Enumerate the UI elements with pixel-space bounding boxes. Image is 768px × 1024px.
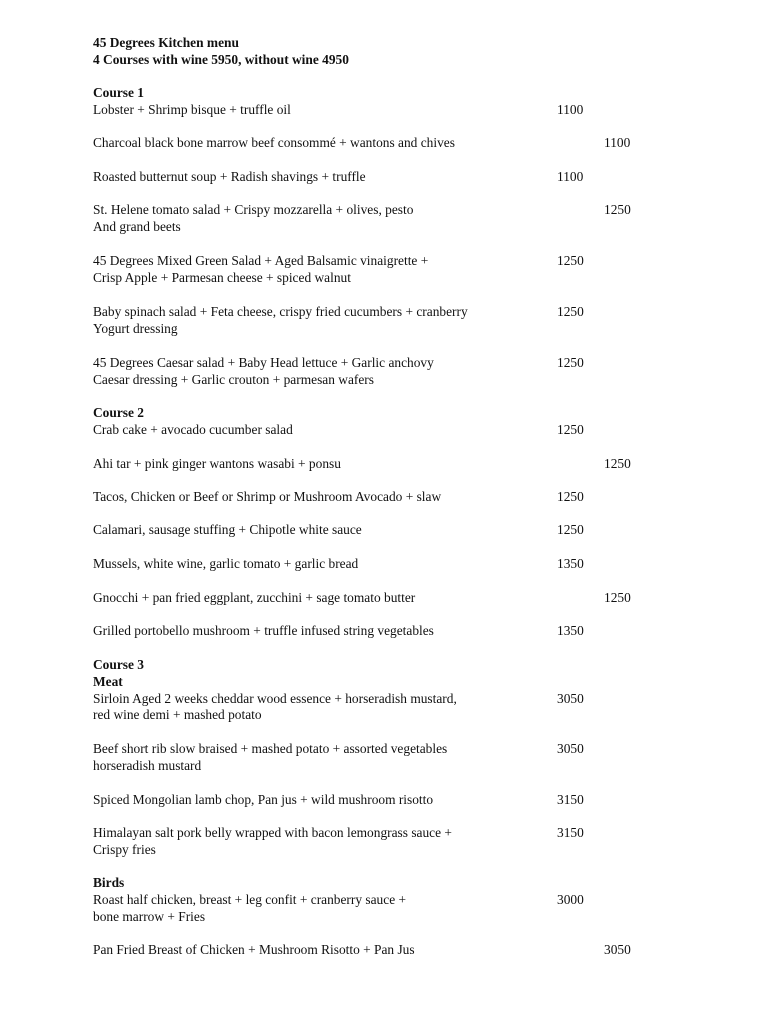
course-2-heading: Course 2 (93, 405, 144, 420)
menu-item-name: Beef short rib slow braised + mashed potato + assorted vegetables (93, 741, 448, 756)
menu-item-price: 3150 (557, 792, 584, 807)
menu-item-name-continued: Crisp Apple + Parmesan cheese + spiced walnut (93, 270, 351, 285)
menu-item-price: 1250 (557, 253, 584, 268)
menu-item-price: 3050 (557, 691, 584, 706)
menu-item-price: 1100 (604, 135, 631, 150)
meat-heading: Meat (93, 674, 123, 689)
menu-item-name: 45 Degrees Caesar salad + Baby Head lettuce + Garlic anchovy (93, 355, 434, 370)
menu-item-name: Pan Fried Breast of Chicken + Mushroom Risotto + Pan Jus (93, 942, 415, 957)
menu-item-name: Tacos, Chicken or Beef or Shrimp or Mushroom Avocado + slaw (93, 489, 442, 504)
menu-item-name-continued: bone marrow + Fries (93, 909, 206, 924)
menu-item-price: 1250 (604, 456, 631, 471)
menu-item-name: Baby spinach salad + Feta cheese, crispy fried cucumbers + cranberry (93, 304, 468, 319)
course-1-heading: Course 1 (93, 85, 144, 100)
menu-item-name: Roast half chicken, breast + leg confit + cranberry sauce + (93, 892, 407, 907)
menu-item-price: 1250 (604, 202, 631, 217)
menu-item-name: Mussels, white wine, garlic tomato + garlic bread (93, 556, 359, 571)
menu-item-price: 1350 (557, 623, 584, 638)
menu-item-price: 1250 (604, 590, 631, 605)
menu-item-name: 45 Degrees Mixed Green Salad + Aged Balsamic vinaigrette + (93, 253, 429, 268)
menu-item-price: 3050 (557, 741, 584, 756)
menu-item-name-continued: Caesar dressing + Garlic crouton + parmesan wafers (93, 372, 374, 387)
menu-item-price: 1250 (557, 422, 584, 437)
menu-item-price: 1100 (557, 169, 584, 184)
menu-item-price: 3150 (557, 825, 584, 840)
menu-title: 45 Degrees Kitchen menu (93, 35, 239, 50)
menu-item-price: 1250 (557, 355, 584, 370)
menu-item-name: Grilled portobello mushroom + truffle infused string vegetables (93, 623, 434, 638)
birds-heading: Birds (93, 875, 125, 890)
menu-item-price: 1350 (557, 556, 584, 571)
menu-item-name: Sirloin Aged 2 weeks cheddar wood essence + horseradish mustard, (93, 691, 457, 706)
menu-item-price: 3000 (557, 892, 584, 907)
menu-subtitle: 4 Courses with wine 5950, without wine 4950 (93, 52, 349, 67)
course-3-heading: Course 3 (93, 657, 144, 672)
menu-item-name: Spiced Mongolian lamb chop, Pan jus + wild mushroom risotto (93, 792, 434, 807)
menu-item-name: Roasted butternut soup + Radish shavings + truffle (93, 169, 366, 184)
menu-item-name-continued: Crispy fries (93, 842, 156, 857)
menu-item-price: 1100 (557, 102, 584, 117)
menu-item-name-continued: Yogurt dressing (93, 321, 178, 336)
menu-item-price: 1250 (557, 304, 584, 319)
menu-item-name: Lobster + Shrimp bisque + truffle oil (93, 102, 291, 117)
menu-item-price: 1250 (557, 489, 584, 504)
menu-item-name: Gnocchi + pan fried eggplant, zucchini + sage tomato butter (93, 590, 416, 605)
menu-item-name: Himalayan salt pork belly wrapped with bacon lemongrass sauce + (93, 825, 452, 840)
menu-item-name-continued: And grand beets (93, 219, 181, 234)
menu-item-name-continued: red wine demi + mashed potato (93, 707, 262, 722)
menu-item-name: Charcoal black bone marrow beef consommé + wantons and chives (93, 135, 455, 150)
menu-item-price: 1250 (557, 522, 584, 537)
menu-item-name-continued: horseradish mustard (93, 758, 202, 773)
menu-item-name: Calamari, sausage stuffing + Chipotle white sauce (93, 522, 362, 537)
menu-item-price: 3050 (604, 942, 631, 957)
menu-item-name: St. Helene tomato salad + Crispy mozzarella + olives, pesto (93, 202, 414, 217)
menu-item-name: Crab cake + avocado cucumber salad (93, 422, 293, 437)
menu-item-name: Ahi tar + pink ginger wantons wasabi + ponsu (93, 456, 341, 471)
